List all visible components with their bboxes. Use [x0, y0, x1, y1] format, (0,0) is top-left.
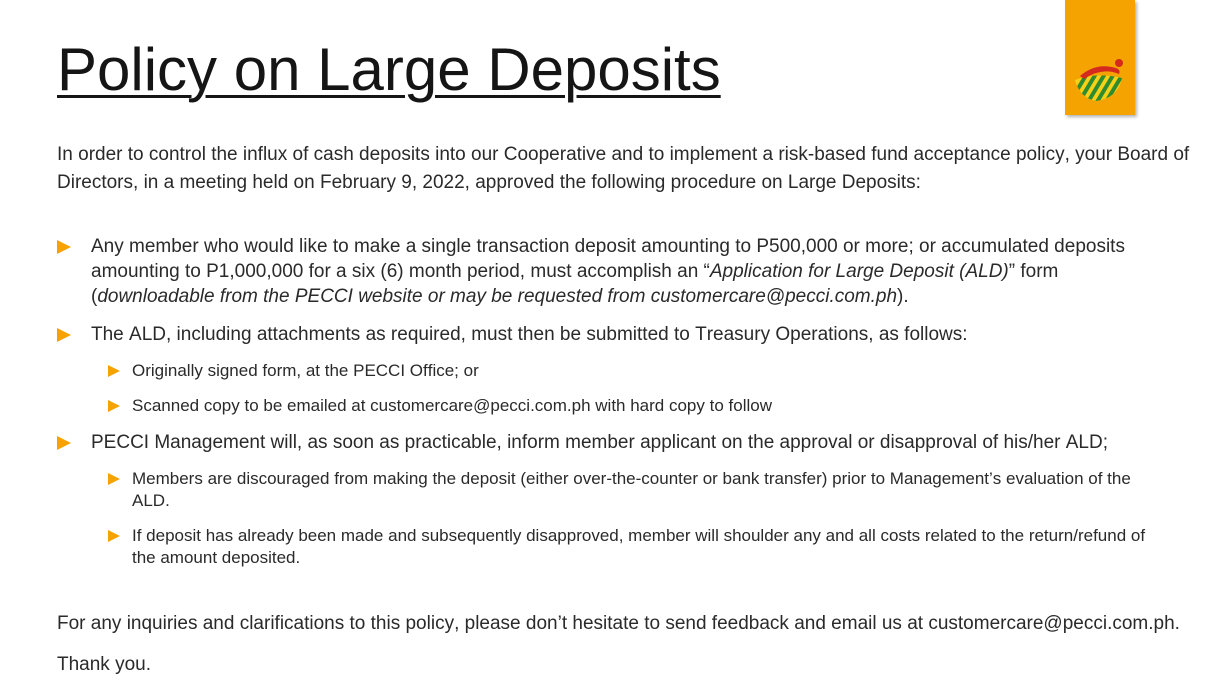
pecci-logo-icon — [1074, 58, 1126, 102]
sub-bullet-triangle-icon — [108, 473, 120, 485]
bullet-text-part: ” form ( — [91, 261, 1059, 307]
sub-bullet-item — [91, 468, 1167, 512]
sub-bullet-triangle-icon — [108, 365, 120, 377]
thank-you-text: Thank you. — [57, 654, 151, 675]
bullet-item-approval — [57, 430, 1167, 569]
sub-bullet-triangle-icon — [108, 400, 120, 412]
sub-bullet-text: Originally signed form, at the PECCI Office; or — [132, 361, 479, 380]
pecci-logo-badge — [1065, 0, 1135, 115]
bullet-text-part: ). — [897, 286, 909, 307]
closing-paragraph: For any inquiries and clarifications to this policy, please don’t hesitate to send feedback and email us at customercare@pecci.com.ph. — [57, 613, 1180, 634]
sub-bullet-item — [91, 360, 1167, 382]
sub-bullet-list — [91, 468, 1167, 569]
form-name-italic: Application for Large Deposit (ALD) — [709, 261, 1009, 282]
bullet-triangle-icon — [57, 328, 71, 342]
bullet-text: PECCI Management will, as soon as practicable, inform member applicant on the approval or disapproval of his/her ALD; — [91, 432, 1109, 453]
sub-bullet-item — [91, 395, 1167, 417]
policy-bullet-list — [57, 234, 1167, 569]
bullet-triangle-icon — [57, 436, 71, 450]
page-title: Policy on Large Deposits — [57, 36, 721, 103]
sub-bullet-list — [91, 360, 1167, 417]
sub-bullet-text: If deposit has already been made and subsequently disapproved, member will shoulder any and all costs related to the return/refund of the amount deposited. — [132, 526, 1146, 567]
intro-paragraph: In order to control the influx of cash deposits into our Cooperative and to implement a risk-based fund acceptance policy, your Board of Directors, in a meeting held on February 9, 2022, approved the following procedure on Large Deposits: — [57, 144, 1190, 193]
bullet-triangle-icon — [57, 240, 71, 254]
bullet-item-submission — [57, 322, 1167, 417]
sub-bullet-item — [91, 525, 1167, 569]
sub-bullet-text: Members are discouraged from making the deposit (either over-the-counter or bank transfer) prior to Management’s evaluation of the ALD. — [132, 469, 1131, 510]
bullet-item-ald-requirement — [57, 234, 1167, 309]
bullet-text-part: Any member who would like to make a single transaction deposit amounting to P500,000 or more; or accumulated deposits amounting to P1,000,000 for a six (6) month period, must accomplish an “ — [91, 236, 1125, 282]
download-note-italic: downloadable from the PECCI website or may be requested from customercare@pecci.com.ph — [97, 286, 898, 307]
sub-bullet-triangle-icon — [108, 530, 120, 542]
bullet-text: The ALD, including attachments as required, must then be submitted to Treasury Operations, as follows: — [91, 324, 968, 345]
bullet-text — [91, 234, 1156, 309]
sub-bullet-text: Scanned copy to be emailed at customercare@pecci.com.ph with hard copy to follow — [132, 396, 772, 415]
